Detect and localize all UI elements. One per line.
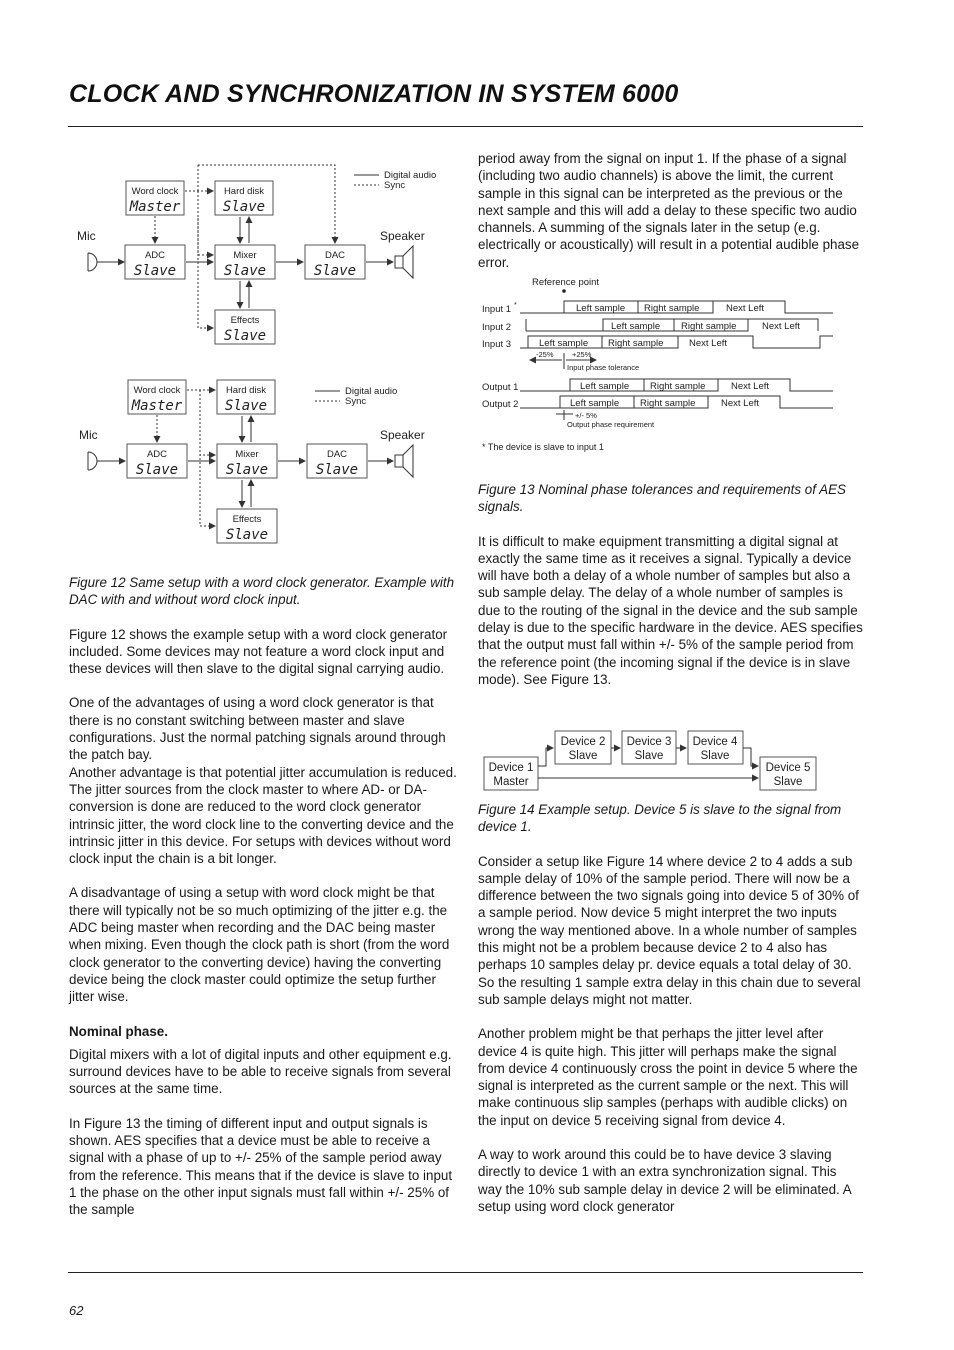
slave-label: Slave bbox=[224, 398, 268, 414]
right-sample: Right sample bbox=[644, 303, 700, 314]
paragraph: Digital mixers with a lot of digital inputs and other equipment e.g. surround devices have to be able to receive signals from several sources at the same time. bbox=[69, 1046, 452, 1097]
device-4-role: Slave bbox=[700, 750, 730, 762]
footnote: * The device is slave to input 1 bbox=[482, 442, 604, 452]
mixer-label: Mixer bbox=[233, 250, 257, 261]
device-1-label: Device 1 bbox=[488, 762, 534, 774]
next-left: Next Left bbox=[762, 321, 801, 332]
output-phase-requirement: Output phase requirement bbox=[567, 420, 655, 429]
paragraph: A disadvantage of using a setup with word clock might be that there will typically not be so much optimizing of the jitter e.g. the ADC being master when recording and the DAC being master when mixing. Even though the clock path is short (from the word clock generator to the converting device) having the converting device being the clock master could optimize the setup further jitter wise. bbox=[69, 885, 450, 1005]
left-column bbox=[69, 574, 457, 1236]
right-sample: Right sample bbox=[681, 321, 737, 332]
hard-disk-label: Hard disk bbox=[223, 186, 265, 197]
input-1-label: Input 1 bbox=[482, 304, 512, 315]
adc-label: ADC bbox=[144, 250, 166, 261]
mic-icon bbox=[88, 452, 97, 470]
device-2-label: Device 2 bbox=[560, 736, 606, 748]
slave-label: Slave bbox=[135, 462, 179, 478]
paragraph: In Figure 13 the timing of different input and output signals is shown. AES specifies that a device must be able to receive a signal with a phase of up to +/- 25% of the sample period away from the reference. This means that if the device is slave to input 1 the phase on the other input signals must fall within +/- 25% of the sample bbox=[69, 1115, 453, 1218]
left-sample: Left sample bbox=[576, 303, 626, 314]
dac-label: DAC bbox=[324, 250, 346, 261]
paragraph: Another advantage is that potential jitter accumulation is reduced. The jitter sources from the clock master to where AD- or DA-conversion is done are reduced to the word clock generator intrinsic jitter, the word clock line to the converting device and the intrinsic jitter in this device. For setups with devices without word clock input the chain is a bit longer. bbox=[69, 764, 457, 867]
slave-label: Slave bbox=[222, 199, 266, 215]
right-sample: Right sample bbox=[650, 381, 706, 392]
device-3-label: Device 3 bbox=[626, 736, 672, 748]
reference-point-label: Reference point bbox=[532, 277, 600, 288]
header-rule bbox=[68, 126, 863, 127]
speaker-label: Speaker bbox=[380, 428, 425, 442]
section-heading: Nominal phase. bbox=[69, 1023, 168, 1039]
next-left: Next Left bbox=[689, 338, 728, 349]
device-3-role: Slave bbox=[634, 750, 664, 762]
input-phase-tolerance: Input phase tolerance bbox=[567, 363, 640, 372]
figure-12-caption: Figure 12 Same setup with a word clock generator. Example with DAC with and without word clock input. bbox=[69, 575, 455, 608]
figure-13-timing-diagram bbox=[478, 273, 863, 458]
legend-digital-audio: Digital audio bbox=[345, 386, 398, 397]
right-column-mid bbox=[478, 481, 863, 705]
mic-label: Mic bbox=[77, 229, 96, 243]
right-column-top bbox=[478, 150, 863, 288]
left-sample: Left sample bbox=[570, 398, 620, 409]
right-sample: Right sample bbox=[608, 338, 664, 349]
page-title: CLOCK AND SYNCHRONIZATION IN SYSTEM 6000 bbox=[69, 80, 679, 108]
paragraph: One of the advantages of using a word clock generator is that there is no constant switching between master and slave configurations. Just the normal patching signals around through the patch bay. bbox=[69, 695, 446, 763]
effects-label: Effects bbox=[232, 514, 262, 525]
device-2-role: Slave bbox=[568, 750, 598, 762]
next-left: Next Left bbox=[721, 398, 760, 409]
figure-14-caption: Figure 14 Example setup. Device 5 is slave to the signal from device 1. bbox=[478, 802, 842, 835]
slave-label: Slave bbox=[223, 328, 267, 344]
footer-rule bbox=[68, 1272, 863, 1273]
diagram-b bbox=[79, 380, 425, 543]
legend-sync: Sync bbox=[384, 180, 406, 191]
figure-14-diagram bbox=[478, 728, 863, 794]
reference-point-dot bbox=[562, 289, 566, 293]
output-2-label: Output 2 bbox=[482, 399, 519, 410]
slave-label: Slave bbox=[225, 527, 269, 543]
legend-sync: Sync bbox=[345, 396, 367, 407]
left-sample: Left sample bbox=[580, 381, 630, 392]
paragraph: Consider a setup like Figure 14 where device 2 to 4 adds a sub sample delay of 10% of the sample period. There will now be a difference between the two signals going into device 5 of 30% of a sample period. Now device 5 might interpret the two inputs wrong the way mentioned above. In a whole number of samples this might not be a problem because device 2 to 4 also has perhaps 10 samples delay pr. device equals a total delay of 30. So the resulting 1 sample extra delay in this chain due to several sub sample delays might not matter. bbox=[478, 853, 861, 1007]
hard-disk-label: Hard disk bbox=[225, 385, 267, 396]
device-5-role: Slave bbox=[773, 776, 803, 788]
diagram-a bbox=[77, 165, 436, 344]
master-label: Master bbox=[129, 199, 181, 215]
paragraph: It is difficult to make equipment transmitting a digital signal at exactly the same time as it receives a signal. Typically a device will have both a delay of a whole number of samples but also a sub sample delay. The delay of a whole number of samples is due to the routing of the signal in the device and the sub sample delay is due to the specific hardware in the device. AES specifies that the output must fall within +/- 5% of the sample period from the reference point (the incoming signal if the device is in slave mode). See Figure 13. bbox=[478, 533, 863, 687]
legend-digital-audio: Digital audio bbox=[384, 170, 437, 181]
slave-label: Slave bbox=[133, 263, 177, 279]
mic-icon bbox=[88, 253, 97, 271]
input-2-label: Input 2 bbox=[482, 322, 512, 333]
next-left: Next Left bbox=[726, 303, 765, 314]
adc-label: ADC bbox=[146, 449, 168, 460]
speaker-icon bbox=[395, 445, 413, 477]
right-column-bottom bbox=[478, 801, 863, 1232]
effects-label: Effects bbox=[230, 315, 260, 326]
input-3-label: Input 3 bbox=[482, 339, 512, 350]
word-clock-label: Word clock bbox=[133, 385, 181, 396]
device-1-role: Master bbox=[493, 776, 529, 788]
speaker-label: Speaker bbox=[380, 229, 425, 243]
mixer-label: Mixer bbox=[235, 449, 259, 460]
master-label: Master bbox=[131, 398, 183, 414]
dac-label: DAC bbox=[326, 449, 348, 460]
output-1-label: Output 1 bbox=[482, 382, 519, 393]
right-sample: Right sample bbox=[640, 398, 696, 409]
speaker-icon bbox=[395, 246, 413, 278]
paragraph: Figure 12 shows the example setup with a word clock generator included. Some devices may not feature a word clock input and these devices will then slave to the digital signal carrying audio. bbox=[69, 626, 448, 677]
minus-25-label: -25% bbox=[536, 350, 554, 359]
plus-25-label: +25% bbox=[572, 350, 592, 359]
slave-label: Slave bbox=[223, 263, 267, 279]
word-clock-label: Word clock bbox=[131, 186, 179, 197]
next-left: Next Left bbox=[731, 381, 770, 392]
device-4-label: Device 4 bbox=[692, 736, 738, 748]
slave-label: Slave bbox=[225, 462, 269, 478]
figure-13-caption: Figure 13 Nominal phase tolerances and requirements of AES signals. bbox=[478, 482, 846, 515]
left-sample: Left sample bbox=[611, 321, 661, 332]
paragraph: A way to work around this could be to have device 3 slaving directly to device 1 with an extra synchronization signal. This way the 10% sub sample delay in device 2 will be eliminated. A setup using word clock generator bbox=[478, 1147, 851, 1214]
device-5-label: Device 5 bbox=[765, 762, 811, 774]
paragraph: period away from the signal on input 1. If the phase of a signal (including two audio channels) is above the limit, the current sample in this signal can be interpreted as the previous or the next sample and this will add a delay to these specific two audio channels. A summing of the signals later in the setup (e.g. electrically or acoustically) will result in a potential audible phase error. bbox=[478, 151, 860, 270]
left-sample: Left sample bbox=[539, 338, 589, 349]
input-1-footnote-mark: * bbox=[514, 302, 517, 309]
slave-label: Slave bbox=[313, 263, 357, 279]
plus-minus-5-label: +/- 5% bbox=[575, 411, 597, 420]
slave-label: Slave bbox=[315, 462, 359, 478]
page-number: 62 bbox=[69, 1303, 84, 1318]
figure-12-diagram bbox=[70, 158, 460, 558]
paragraph: Another problem might be that perhaps the jitter level after device 4 is quite high. This jitter will perhaps make the signal from device 4 continuously cross the point in device 5 where the signal is interpreted as the current sample or the next. This will make continuous slip samples (perhaps with audible clicks) on the input on device 5 receiving signal from device 4. bbox=[478, 1026, 858, 1128]
mic-label: Mic bbox=[79, 428, 98, 442]
